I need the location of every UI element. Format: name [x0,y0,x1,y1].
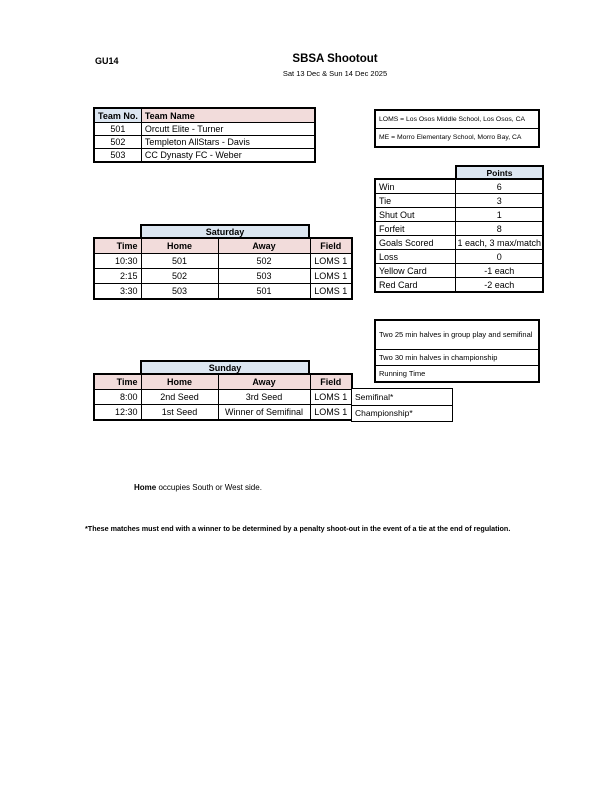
venue-line-me: ME = Morro Elementary School, Morro Bay, CA [376,128,538,146]
team-no-cell: 503 [94,149,141,163]
match-home-cell: 2nd Seed [141,390,218,405]
points-value-cell: -2 each [456,278,543,293]
points-row [375,194,543,208]
col-header-home: Home [141,238,218,254]
team-row [94,123,315,136]
match-home-cell: 1st Seed [141,405,218,421]
team-row [94,149,315,163]
points-row [375,179,543,194]
match-field-cell: LOMS 1 [310,254,352,269]
page-subtitle: Sat 13 Dec & Sun 14 Dec 2025 [282,69,388,78]
teams-header-name: Team Name [141,108,315,123]
sunday-match-labels [351,388,453,422]
format-line-running-time: Running Time [376,365,538,381]
page-title: SBSA Shootout [292,53,378,65]
teams-header-row [94,108,315,123]
sunday-table [93,373,353,421]
match-field-cell: LOMS 1 [310,284,352,300]
points-row [375,250,543,264]
points-row [375,222,543,236]
col-header-away: Away [218,374,310,390]
points-value-cell: 0 [456,250,543,264]
col-header-field: Field [310,374,352,390]
teams-header-no: Team No. [94,108,141,123]
col-header-home: Home [141,374,218,390]
points-label-cell: Forfeit [375,222,456,236]
points-value-cell: 1 [456,208,543,222]
points-value-cell: -1 each [456,264,543,278]
points-label-cell: Red Card [375,278,456,293]
sunday-header-row [94,374,352,390]
match-home-cell: 502 [141,269,218,284]
points-value-cell: 1 each, 3 max/match [457,237,541,248]
match-format-box [374,319,540,383]
team-no-cell: 502 [94,136,141,149]
col-header-time: Time [94,374,141,390]
format-line-group-play: Two 25 min halves in group play and semifinal [379,330,533,339]
match-field-cell: LOMS 1 [310,405,352,421]
match-row [94,390,352,405]
match-time-cell: 3:30 [94,284,141,300]
age-group-label: GU14 [95,56,119,66]
points-label-cell: Win [375,179,456,194]
points-row [375,278,543,293]
points-row [375,208,543,222]
match-field-cell: LOMS 1 [310,269,352,284]
saturday-header-row [94,238,352,254]
saturday-table [93,237,353,300]
match-away-cell: 501 [218,284,310,300]
points-label-cell: Yellow Card [375,264,456,278]
match-row [94,405,352,421]
match-time-cell: 12:30 [94,405,141,421]
home-side-note [134,483,262,492]
points-label-cell: Loss [375,250,456,264]
venue-line-loms: LOMS = Los Osos Middle School, Los Osos, CA [379,116,526,123]
home-side-note-text: occupies South or West side. [156,483,262,492]
points-row [375,236,543,250]
sunday-day-header: Sunday [140,360,310,375]
match-time-cell: 2:15 [94,269,141,284]
col-header-away: Away [218,238,310,254]
col-header-field: Field [310,238,352,254]
home-side-note-label: Home [134,483,157,492]
match-away-cell: Winner of Semifinal [218,405,310,421]
team-name-cell: Templeton AllStars - Davis [141,136,315,149]
points-value-cell: 6 [456,179,543,194]
match-away-cell: 502 [218,254,310,269]
match-row [94,284,352,300]
match-time-cell: 10:30 [94,254,141,269]
match-row [94,269,352,284]
format-line-championship: Two 30 min halves in championship [376,349,538,365]
col-header-time: Time [94,238,141,254]
match-note-semifinal: Semifinal* [355,391,394,402]
match-field-cell: LOMS 1 [310,390,352,405]
match-time-cell: 8:00 [94,390,141,405]
match-away-cell: 503 [218,269,310,284]
team-name-cell: Orcutt Elite - Turner [141,123,315,136]
points-header-cell: Points [455,165,544,180]
points-value-cell: 3 [456,194,543,208]
points-label-cell: Tie [375,194,456,208]
points-label-cell: Shut Out [375,208,456,222]
team-name-cell: CC Dynasty FC - Weber [141,149,315,163]
match-away-cell: 3rd Seed [218,390,310,405]
match-row [94,254,352,269]
teams-table [93,107,316,163]
penalty-shootout-footnote: *These matches must end with a winner to be determined by a penalty shoot-out in the event of a tie at the end of regulation. [85,524,511,533]
team-row [94,136,315,149]
team-no-cell: 501 [94,123,141,136]
saturday-day-header: Saturday [140,224,310,239]
match-home-cell: 501 [141,254,218,269]
venues-legend-box [374,109,540,148]
points-row [375,264,543,278]
points-value-cell: 8 [456,222,543,236]
match-note-championship: Championship* [352,405,452,422]
points-label-cell: Goals Scored [375,236,456,250]
match-home-cell: 503 [141,284,218,300]
points-table [374,178,544,293]
